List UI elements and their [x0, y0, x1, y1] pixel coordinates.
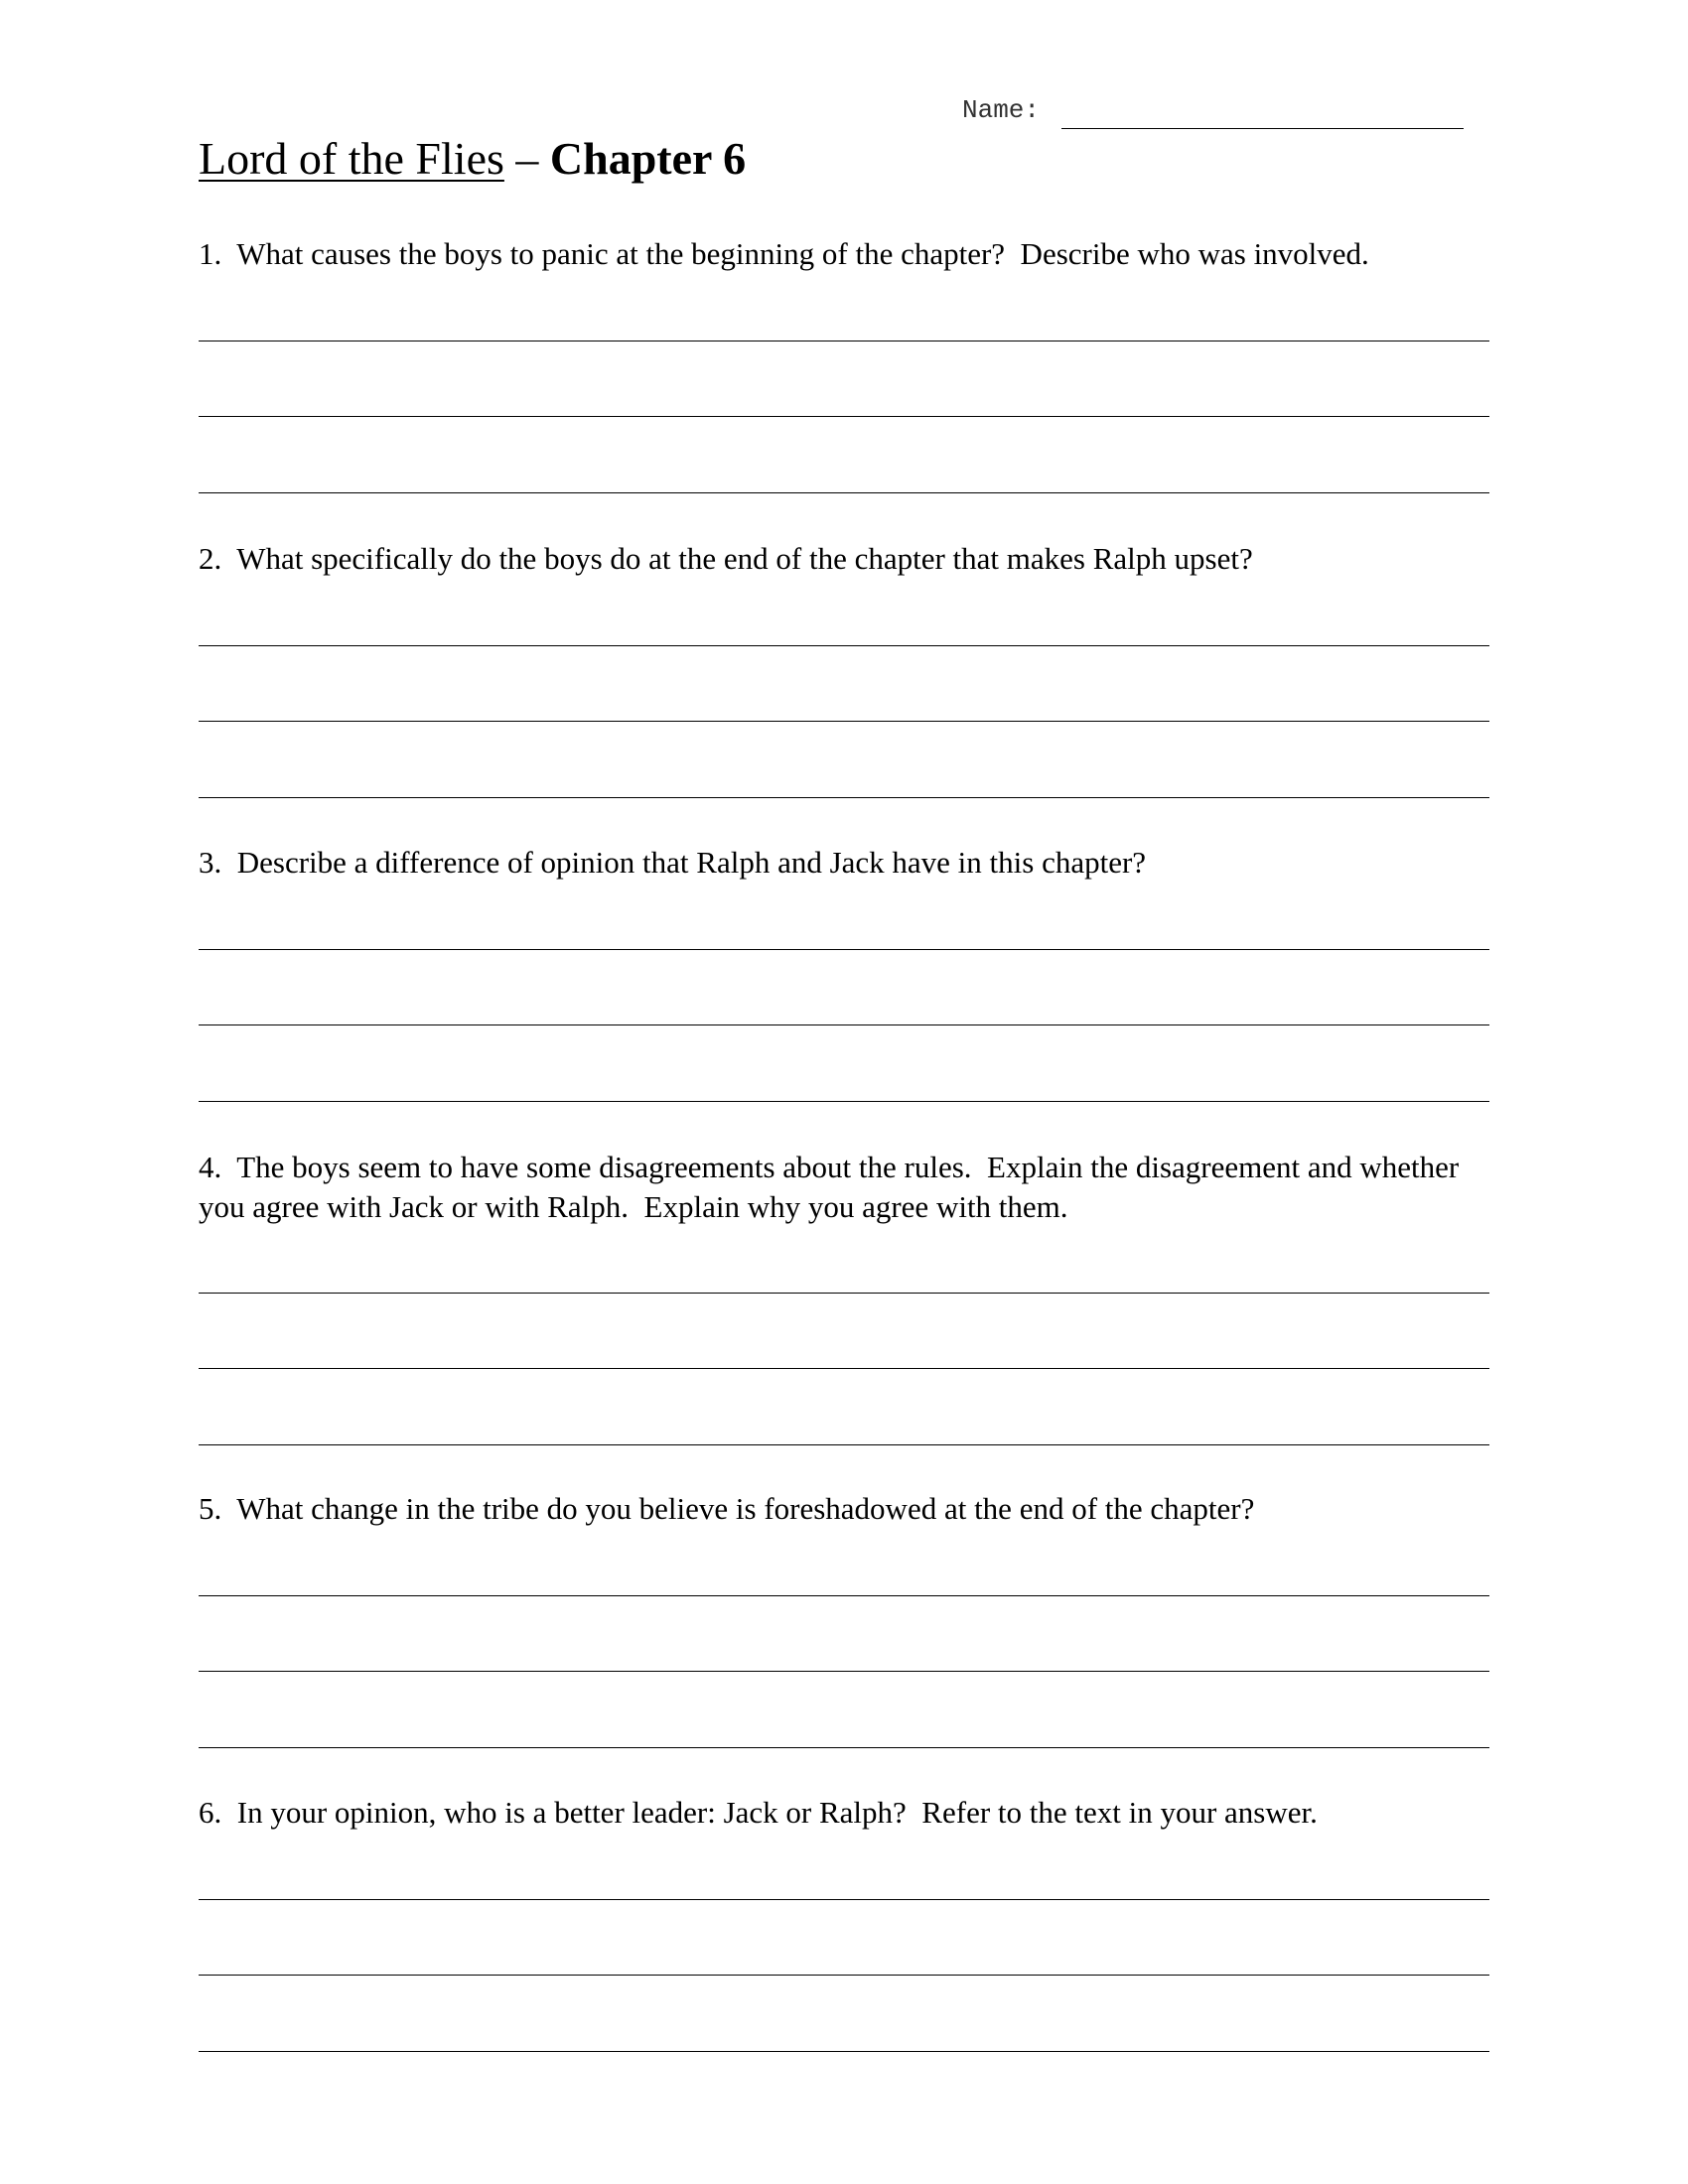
answer-line — [199, 2051, 1489, 2052]
answer-line — [199, 1293, 1489, 1294]
answer-line — [199, 416, 1489, 417]
answer-line — [199, 1444, 1489, 1445]
question-text: 1. What causes the boys to panic at the beginning of the chapter? Describe who was involved. — [199, 236, 1369, 271]
answer-line — [199, 721, 1489, 722]
answer-line — [199, 1101, 1489, 1102]
answer-line — [199, 797, 1489, 798]
answer-line — [199, 1368, 1489, 1369]
answer-line — [199, 1595, 1489, 1596]
answer-line — [199, 492, 1489, 493]
page-title — [199, 131, 746, 187]
question-text: 2. What specifically do the boys do at the end of the chapter that makes Ralph upset? — [199, 541, 1253, 576]
title-separator: – — [503, 133, 550, 184]
question-5 — [199, 1489, 1489, 1529]
name-blank-line — [1061, 128, 1464, 129]
answer-line — [199, 1024, 1489, 1025]
answer-line — [199, 645, 1489, 646]
question-6 — [199, 1793, 1489, 1833]
name-label: Name: — [962, 95, 1041, 125]
question-3 — [199, 843, 1489, 883]
question-1 — [199, 234, 1489, 274]
question-4 — [199, 1148, 1489, 1227]
answer-line — [199, 949, 1489, 950]
answer-line — [199, 1975, 1489, 1976]
question-text: 5. What change in the tribe do you believe is foreshadowed at the end of the chapter? — [199, 1491, 1255, 1526]
answer-line — [199, 1899, 1489, 1900]
name-field — [962, 96, 1488, 136]
answer-line — [199, 1747, 1489, 1748]
answer-line — [199, 1671, 1489, 1672]
book-title: Lord of the Flies — [199, 133, 504, 184]
question-text: 4. The boys seem to have some disagreements about the rules. Explain the disagreement and whether you agree with Jack or with Ralph. Explain why you agree with them. — [199, 1150, 1467, 1224]
question-2 — [199, 539, 1489, 579]
chapter-title: Chapter 6 — [549, 133, 747, 184]
question-text: 6. In your opinion, who is a better leader: Jack or Ralph? Refer to the text in your answer. — [199, 1795, 1318, 1830]
question-text: 3. Describe a difference of opinion that Ralph and Jack have in this chapter? — [199, 845, 1147, 880]
